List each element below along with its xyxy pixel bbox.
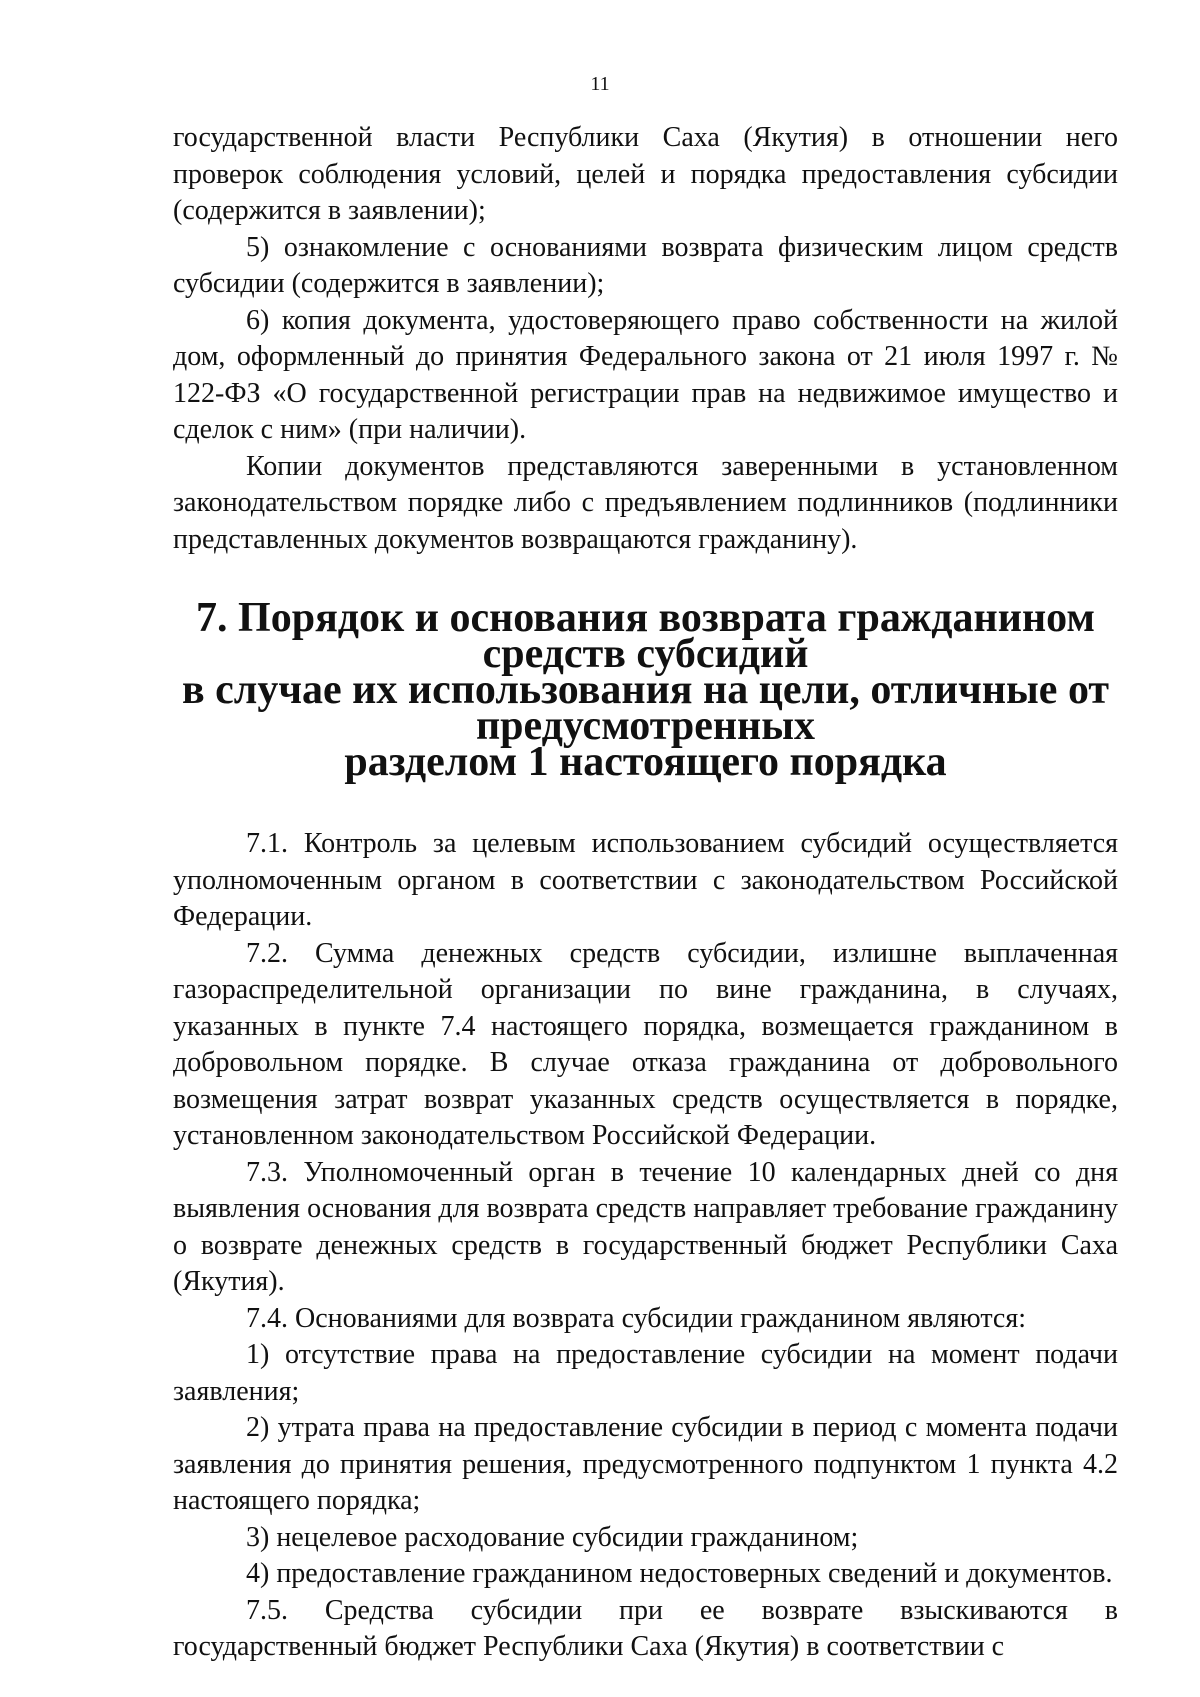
- paragraph-item-5: 5) ознакомление с основаниями возврата физическим лицом средств субсидии (содержится в заявлении);: [173, 231, 1118, 299]
- section-heading: [173, 595, 1118, 785]
- paragraph-7-4-item-3: 3) нецелевое расходование субсидии гражданином;: [246, 1521, 859, 1553]
- section-heading-line: в случае их использования на цели, отличные от предусмотренных: [181, 667, 1110, 749]
- paragraph-7-3: 7.3. Уполномоченный орган в течение 10 календарных дней со дня выявления основания для возврата средств направляет требование гражданину о возврате денежных средств в государственный бюджет Республики Саха (Якутия).: [173, 1156, 1118, 1297]
- page-number: 11: [590, 73, 610, 95]
- paragraph-continuation: государственной власти Республики Саха (Якутия) в отношении него проверок соблюдения условий, целей и порядка предоставления субсидии (содержится в заявлении);: [173, 122, 1118, 226]
- paragraph-item-6: 6) копия документа, удостоверяющего право собственности на жилой дом, оформленный до принятия Федерального закона от 21 июля 1997 г. № 122-ФЗ «О государственной регистрации прав на недвижимое имущество и сделок с ним» (при наличии).: [173, 304, 1118, 445]
- paragraph-7-4-item-1: 1) отсутствие права на предоставление субсидии на момент подачи заявления;: [173, 1339, 1118, 1407]
- paragraph-copies-note: Копии документов представляются заверенными в установленном законодательством порядке либо с предъявлением подлинников (подлинники представленных документов возвращаются гражданину).: [173, 450, 1118, 555]
- paragraph-7-1: 7.1. Контроль за целевым использованием субсидий осуществляется уполномоченным органом в соответствии с законодательством Российской Федерации.: [173, 828, 1118, 932]
- section-heading-line: 7. Порядок и основания возврата гражданином средств субсидий: [196, 595, 1095, 677]
- paragraph-7-4-item-4: 4) предоставление гражданином недостоверных сведений и документов.: [246, 1558, 1113, 1589]
- paragraph-7-4: 7.4. Основаниями для возврата субсидии гражданином являются:: [246, 1302, 1027, 1334]
- paragraph-7-5: 7.5. Средства субсидии при ее возврате взыскиваются в государственный бюджет Республики Саха (Якутия) в соответствии с: [173, 1594, 1118, 1662]
- paragraph-7-2: 7.2. Сумма денежных средств субсидии, излишне выплаченная газораспределительной организации по вине гражданина, в случаях, указанных в пункте 7.4 настоящего порядка, возмещается гражданином в добровольном порядке. В случае отказа гражданина от добровольного возмещения затрат возврат указанных средств осуществляется в порядке, установленном законодательством Российской Федерации.: [173, 937, 1118, 1151]
- document-body: [173, 120, 1118, 1666]
- paragraph-7-4-item-2: 2) утрата права на предоставление субсидии в период с момента подачи заявления до принятия решения, предусмотренного подпунктом 1 пункта 4.2 настоящего порядка;: [173, 1412, 1118, 1516]
- section-heading-line: разделом 1 настоящего порядка: [344, 739, 947, 785]
